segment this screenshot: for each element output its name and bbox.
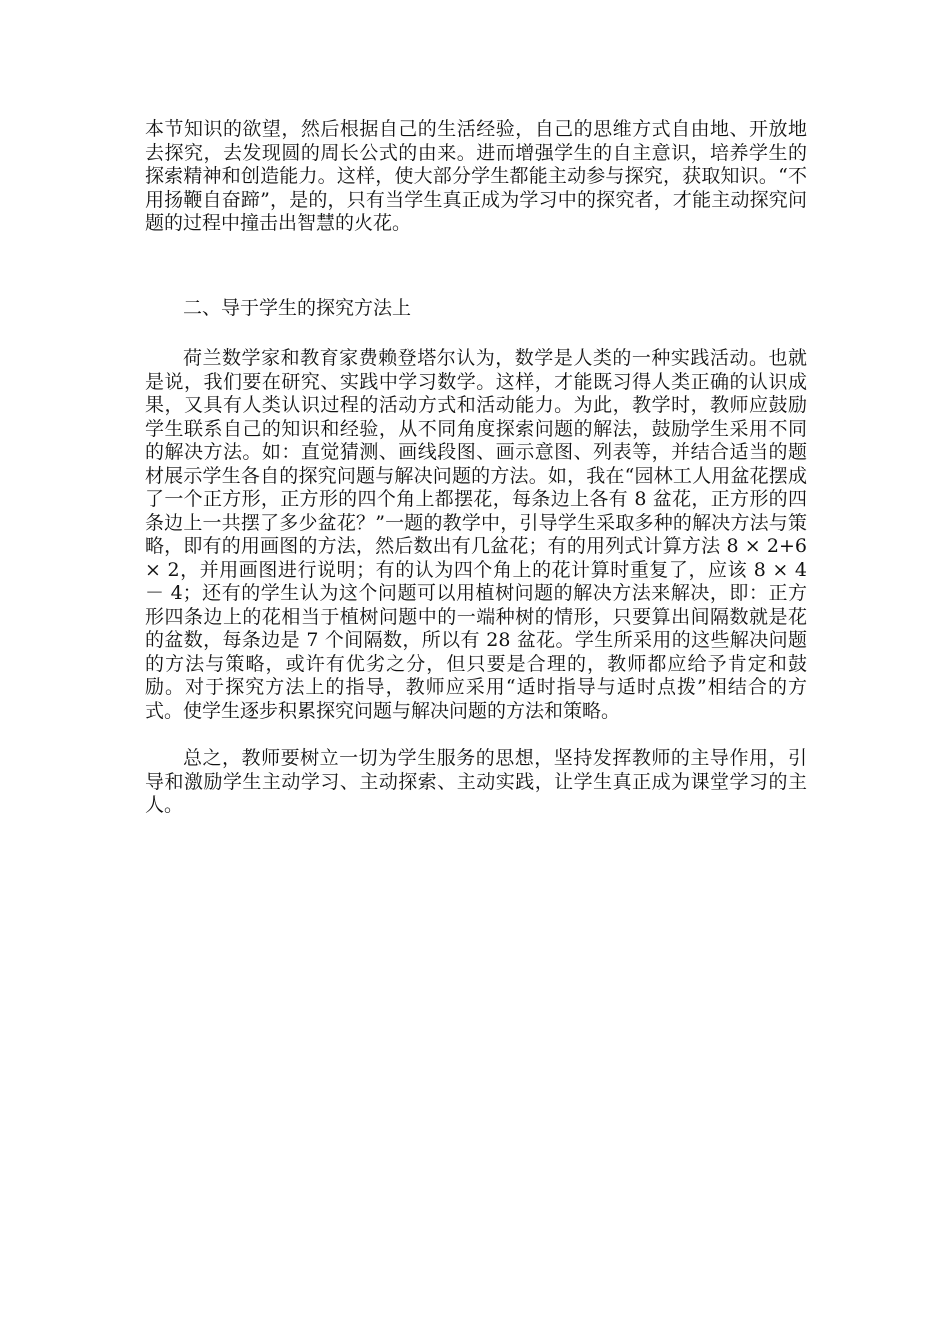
paragraph-continuation: 本节知识的欲望，然后根据自己的生活经验，自己的思维方式自由地、开放地去探究，去发现圆的周长公式的由来。进而增强学生的自主意识，培养学生的探索精神和创造能力。这样，使大部分学生都能主动参与探究，获取知识。“不用扬鞭自奋蹄”，是的，只有当学生真正成为学习中的探究者，才能主动探究问题的过程中撞击出智慧的火花。 (145, 118, 807, 234)
section-heading: 二、导于学生的探究方法上 (183, 296, 412, 319)
spacer (145, 320, 807, 347)
paragraph-conclusion: 总之，教师要树立一切为学生服务的思想，坚持发挥教师的主导作用，引导和激励学生主动学习、主动探索、主动实践，让学生真正成为课堂学习的主人。 (145, 747, 807, 816)
spacer (145, 723, 807, 747)
paragraph-methods: 荷兰数学家和教育家费赖登塔尔认为，数学是人类的一种实践活动。也就是说，我们要在研究、实践中学习数学。这样，才能既习得人类正确的认识成果，又具有人类认识过程的活动方式和活动能力。为此，教学时，教师应鼓励学生联系自己的知识和经验，从不同角度探索问题的解法，鼓励学生采用不同的解决方法。如：直觉猜测、画线段图、画示意图、列表等，并结合适当的题材展示学生各自的探究问题与解决问题的方法。如，我在“园林工人用盆花摆成了一个正方形，正方形的四个角上都摆花，每条边上各有 8 盆花，正方形的四条边上一共摆了多少盆花？”一题的教学中，引导学生采取多种的解决方法与策略，即有的用画图的方法，然后数出有几盆花；有的用列式计算方法 8 × 2+6 × 2，并用画图进行说明；有的认为四个角上的花计算时重复了，应该 8 × 4 － 4；还有的学生认为这个问题可以用植树问题的解决方法来解决，即：正方形四条边上的花相当于植树问题中的一端种树的情形，只要算出间隔数就是花的盆数，每条边是 7 个间隔数，所以有 28 盆花。学生所采用的这些解决问题的方法与策略，或许有优劣之分，但只要是合理的，教师都应给予肯定和鼓励。对于探究方法上的指导，教师应采用“适时指导与适时点拨”相结合的方式。使学生逐步积累探究问题与解决问题的方法和策略。 (145, 347, 807, 722)
spacer (145, 236, 807, 297)
document-body (145, 118, 807, 818)
